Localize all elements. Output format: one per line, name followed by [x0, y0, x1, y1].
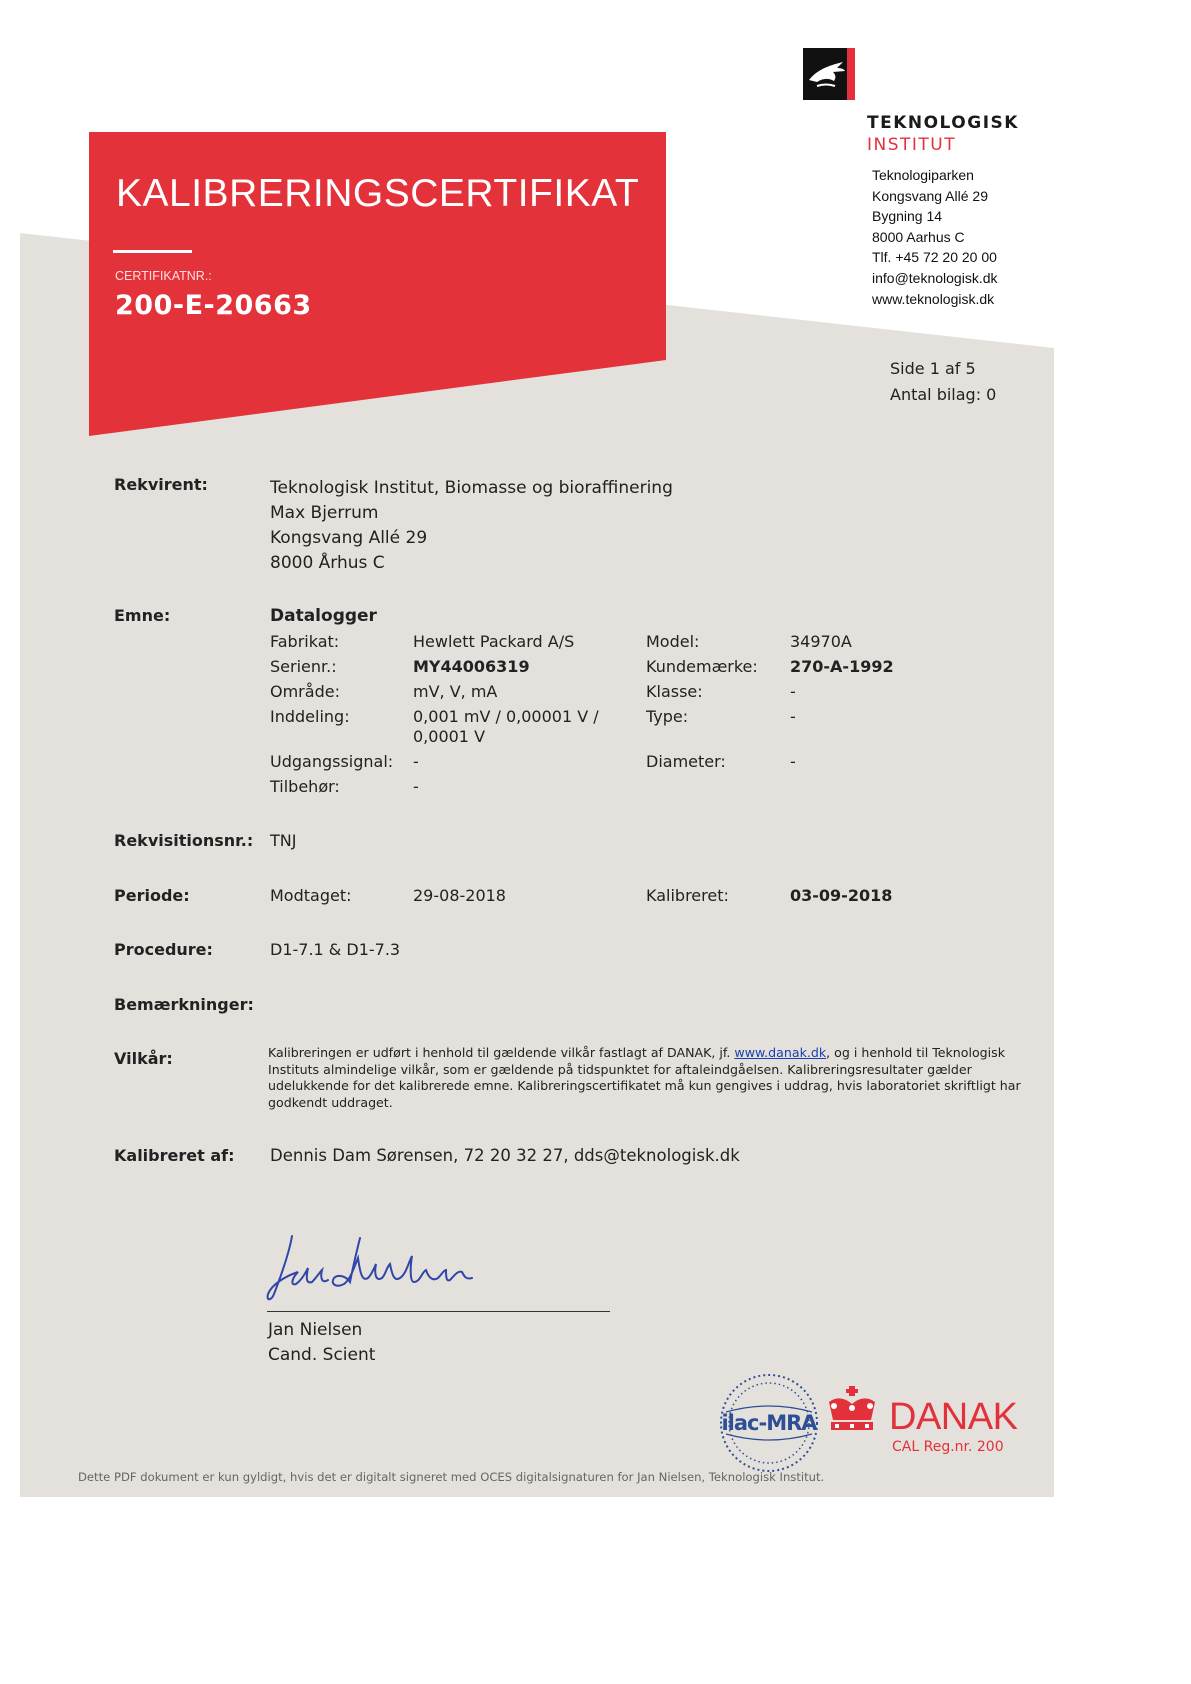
inddeling-label: Inddeling: [270, 707, 350, 726]
certificate-number: 200-E-20663 [115, 290, 312, 321]
remarks-label: Bemærkninger: [114, 995, 254, 1014]
address-line: Kongsvang Allé 29 [872, 187, 988, 204]
procedure-value: D1-7.1 & D1-7.3 [270, 940, 401, 959]
rekvisition-label: Rekvisitionsnr.: [114, 831, 254, 850]
type-value: - [790, 707, 796, 726]
rekvirent-line: Kongsvang Allé 29 [270, 528, 428, 548]
address-line: 8000 Aarhus C [872, 228, 965, 245]
omraade-value: mV, V, mA [413, 682, 498, 701]
kundemaerke-label: Kundemærke: [646, 657, 758, 676]
model-label: Model: [646, 632, 700, 651]
udgangssignal-value: - [413, 752, 419, 771]
inddeling-line: 0,0001 V [413, 727, 486, 746]
signatory-title: Cand. Scient [268, 1345, 376, 1365]
tilbehoer-value: - [413, 777, 419, 796]
danak-logo-text: DANAK [889, 1396, 1018, 1438]
klasse-label: Klasse: [646, 682, 703, 701]
terms-label: Vilkår: [114, 1049, 173, 1068]
signatory-name: Jan Nielsen [268, 1320, 363, 1340]
page-number: Side 1 af 5 [890, 359, 976, 378]
serienr-label: Serienr.: [270, 657, 337, 676]
handwritten-signature [262, 1228, 482, 1308]
org-name: TEKNOLOGISK [867, 113, 1019, 133]
rekvirent-line: Teknologisk Institut, Biomasse og bioraffinering [270, 478, 673, 498]
signatory-block [268, 1318, 375, 1368]
certificate-number-label: CERTIFIKATNR.: [115, 269, 212, 283]
ilac-mra-logo-icon [716, 1370, 822, 1476]
periode-label: Periode: [114, 886, 190, 905]
ilac-mra-text: ilac-MRA [721, 1411, 817, 1435]
calibrated-by-label: Kalibreret af: [114, 1146, 235, 1165]
danak-link[interactable]: www.danak.dk [734, 1045, 827, 1060]
footer-note: Dette PDF dokument er kun gyldigt, hvis det er digitalt signeret med OCES digitalsignaturen for Jan Nielsen, Teknologisk Institut. [78, 1470, 825, 1484]
received-date: 29-08-2018 [413, 886, 506, 905]
rekvirent-line: 8000 Århus C [270, 553, 385, 573]
org-address [872, 165, 998, 309]
received-label: Modtaget: [270, 886, 352, 905]
diameter-label: Diameter: [646, 752, 726, 771]
danish-crown-icon [825, 1384, 879, 1434]
calibrated-by-value: Dennis Dam Sørensen, 72 20 32 27, dds@teknologisk.dk [270, 1146, 740, 1165]
org-name-sub: INSTITUT [867, 135, 957, 155]
address-line: Tlf. +45 72 20 20 00 [872, 249, 997, 266]
signature-line [267, 1311, 610, 1312]
address-line: www.teknologisk.dk [872, 290, 995, 307]
rekvirent-label: Rekvirent: [114, 475, 208, 494]
omraade-label: Område: [270, 682, 340, 701]
calibrated-label: Kalibreret: [646, 886, 729, 905]
klasse-value: - [790, 682, 796, 701]
terms-text-start: Kalibreringen er udført i henhold til gældende vilkår fastlagt af DANAK, jf. [268, 1045, 735, 1060]
danak-registration: CAL Reg.nr. 200 [892, 1439, 1004, 1455]
terms-text [268, 1045, 1028, 1111]
title-divider [113, 250, 192, 253]
certificate-title: KALIBRERINGSCERTIFIKAT [116, 172, 640, 215]
subject-name: Datalogger [270, 606, 377, 626]
model-value: 34970A [790, 632, 852, 651]
procedure-label: Procedure: [114, 940, 213, 959]
fabrikat-value: Hewlett Packard A/S [413, 632, 575, 651]
rekvisition-value: TNJ [270, 831, 297, 850]
attachment-count: Antal bilag: 0 [890, 385, 997, 404]
rekvirent-line: Max Bjerrum [270, 503, 379, 523]
emne-label: Emne: [114, 606, 171, 625]
type-label: Type: [646, 707, 689, 726]
diameter-value: - [790, 752, 796, 771]
teknologisk-logo-icon [803, 48, 855, 100]
tilbehoer-label: Tilbehør: [270, 777, 340, 796]
inddeling-value [413, 707, 599, 747]
address-line: info@teknologisk.dk [872, 269, 998, 286]
kundemaerke-value: 270-A-1992 [790, 657, 894, 676]
address-line: Bygning 14 [872, 208, 943, 225]
serienr-value: MY44006319 [413, 657, 530, 676]
page-info [890, 356, 996, 408]
fabrikat-label: Fabrikat: [270, 632, 340, 651]
calibrated-date: 03-09-2018 [790, 886, 893, 905]
address-line: Teknologiparken [872, 167, 974, 183]
rekvirent-block [270, 476, 673, 576]
inddeling-line: 0,001 mV / 0,00001 V / [413, 707, 599, 726]
udgangssignal-label: Udgangssignal: [270, 752, 394, 771]
terms-text-end: , og i henhold til Teknologisk Instituts almindelige vilkår, som er gældende på tidspunktet for aftaleindgåelsen. Kalibreringsresultater gælder udelukkende for det kalibrerede emne. Kalibreringscertifikatet må kun gengives i uddrag, hvis laboratoriet skriftligt har godkendt uddraget. [268, 1045, 1021, 1110]
